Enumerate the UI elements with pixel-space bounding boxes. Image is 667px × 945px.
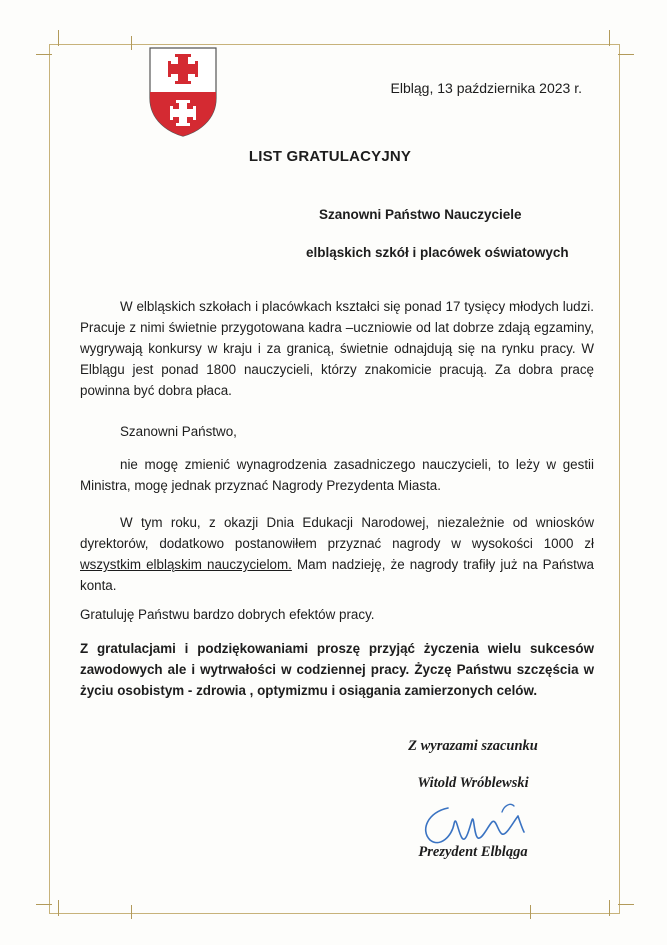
frame-tick — [530, 905, 531, 919]
closing-phrase: Z wyrazami szacunku — [408, 738, 538, 754]
frame-right — [619, 44, 620, 914]
signer-title: Prezydent Elbląga — [418, 844, 528, 860]
frame-corner-tick — [609, 900, 610, 916]
letter-date: Elbląg, 13 października 2023 r. — [390, 80, 582, 96]
addressee-line-1: Szanowni Państwo Nauczyciele — [319, 207, 522, 222]
addressee-line-2: elbląskich szkół i placówek oświatowych — [306, 245, 569, 260]
paragraph-awards-underlined: wszystkim elbląskim nauczycielom. — [80, 557, 292, 572]
frame-corner-tick — [36, 54, 52, 55]
frame-left — [49, 44, 50, 914]
paragraph-congratulations: Gratuluję Państwu bardzo dobrych efektów pracy. — [80, 607, 375, 622]
frame-corner-tick — [36, 904, 52, 905]
paragraph-awards — [80, 512, 594, 596]
frame-corner-tick — [609, 30, 610, 46]
frame-tick — [131, 36, 132, 50]
salutation: Szanowni Państwo, — [120, 424, 237, 439]
paragraph-awards-text-1: W tym roku, z okazji Dnia Edukacji Narodowej, niezależnie od wniosków dyrektorów, dodatkowo postanowiłem przyznać nagrody w wysokości 1000 zł — [80, 515, 594, 551]
signer-name: Witold Wróblewski — [417, 775, 529, 791]
paragraph-intro: W elbląskich szkołach i placówkach kształci się ponad 17 tysięcy młodych ludzi. Pracuje z nimi świetnie przygotowana kadra –uczniowie od lat dobrze zdają egzaminy, wygrywają konkursy w kraju i za granicą, świetnie odnajdują się na rynku pracy. W Elblągu jest ponad 1800 nauczycieli, którzy znakomicie pracują. Za dobra pracę powinna być dobra płaca. — [80, 299, 594, 398]
paragraph-salary: nie mogę zmienić wynagrodzenia zasadniczego nauczycieli, to leży w gestii Ministra, mogę jednak przyznać Nagrody Prezydenta Miasta. — [80, 457, 594, 493]
frame-corner-tick — [58, 900, 59, 916]
frame-corner-tick — [618, 54, 634, 55]
letter-title: LIST GRATULACYJNY — [248, 148, 412, 165]
frame-top — [49, 44, 620, 45]
paragraph-awards-text-2: Mam nadzieję, że nagrody trafiły już na Państwa konta. — [80, 557, 594, 593]
elblag-coat-of-arms-icon — [148, 46, 218, 138]
frame-tick — [131, 905, 132, 919]
frame-corner-tick — [618, 904, 634, 905]
frame-bottom — [49, 913, 620, 914]
paragraph-wishes: Z gratulacjami i podziękowaniami proszę przyjąć życzenia wielu sukcesów zawodowych ale i wytrwałości w codziennej pracy. Życzę Państwu szczęścia w życiu osobistym - zdrowia , optymizmu i osiągania zamierzonych celów. — [80, 641, 594, 698]
handwritten-signature — [418, 792, 528, 852]
frame-corner-tick — [58, 30, 59, 46]
